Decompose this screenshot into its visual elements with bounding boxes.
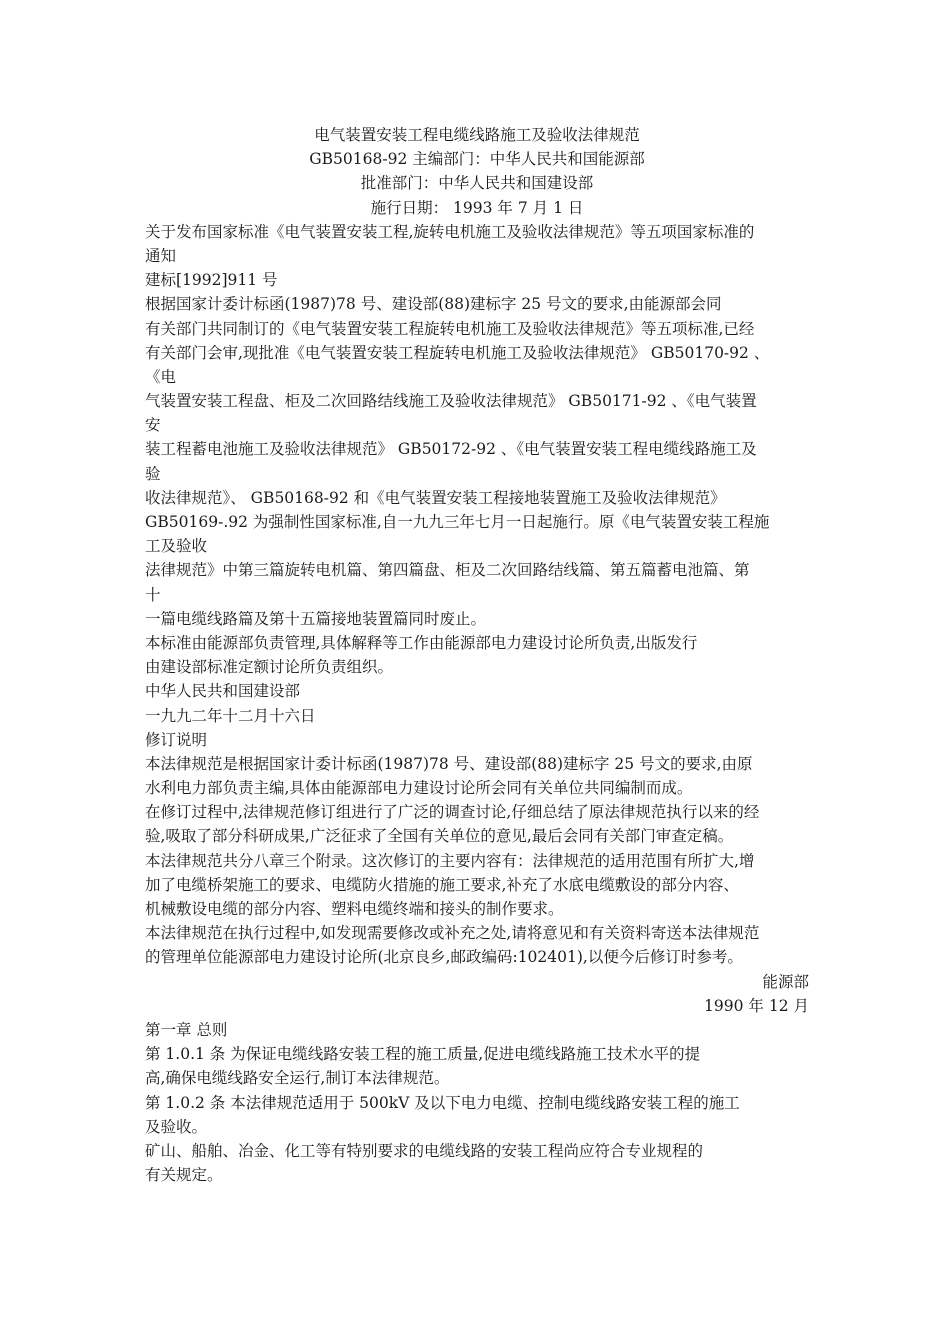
signature-date: 1990 年 12 月 [704, 996, 809, 1015]
text-line: 第 1.0.2 条 本法律规范适用于 500kV 及以下电力电缆、控制电缆线路安装工程的施工 [145, 1093, 740, 1112]
text-line: 一篇电缆线路篇及第十五篇接地装置篇同时废止。 [145, 609, 487, 628]
text-line: 有关规定。 [145, 1166, 223, 1185]
section-heading: 修订说明 [145, 730, 208, 749]
document-body [145, 123, 809, 1187]
document-header [145, 123, 809, 220]
document-title: 电气装置安装工程电缆线路施工及验收法律规范 [314, 126, 640, 144]
revision-section [145, 728, 809, 970]
text-line: 根据国家计委计标函(1987)78 号、建设部(88)建标字 25 号文的要求,由能源部会同 [145, 295, 722, 314]
issuer-name: 中华人民共和国建设部 [145, 682, 301, 701]
text-line: 第 1.0.1 条 为保证电缆线路安装工程的施工质量,促进电缆线路施工技术水平的提 [145, 1045, 701, 1064]
text-line: 气装置安装工程盘、柜及二次回路结线施工及验收法律规范》 GB50171-92 、《电气装置 [145, 392, 757, 411]
text-line: 及验收。 [145, 1117, 208, 1136]
text-line: 装工程蓄电池施工及验收法律规范》 GB50172-92 、《电气装置安装工程电缆线路施工及 [145, 440, 757, 459]
text-line: 的管理单位能源部电力建设讨论所(北京良乡,邮政编码:102401),以便今后修订时参考。 [145, 948, 743, 967]
text-line: 在修订过程中,法律规范修订组进行了广泛的调查讨论,仔细总结了原法律规范执行以来的经 [145, 803, 760, 822]
text-line: 关于发布国家标准《电气装置安装工程,旋转电机施工及验收法律规范》等五项国家标准的 [145, 222, 755, 241]
text-line: 本法律规范在执行过程中,如发现需要修改或补充之处,请将意见和有关资料寄送本法律规范 [145, 924, 760, 943]
text-line: 安 [145, 416, 161, 435]
text-line: 收法律规范》、 GB50168-92 和《电气装置安装工程接地装置施工及验收法律规范》 [145, 488, 726, 507]
text-line: 通知 [145, 246, 177, 265]
text-line: 加了电缆桥架施工的要求、电缆防火措施的施工要求,补充了水底电缆敷设的部分内容、 [145, 875, 739, 894]
text-line: 工及验收 [145, 537, 208, 556]
text-line: GB50169-.92 为强制性国家标准,自一九九三年七月一日起施行。原《电气装置安装工程施 [145, 513, 770, 531]
text-line: 水利电力部负责主编,具体由能源部电力建设讨论所会同有关单位共同编制而成。 [145, 779, 693, 798]
text-line: 十 [145, 585, 161, 604]
text-line: 建标[1992]911 号 [145, 271, 278, 290]
standard-number-editor: GB50168-92 主编部门：中华人民共和国能源部 [309, 150, 645, 169]
text-line: 矿山、船舶、冶金、化工等有特别要求的电缆线路的安装工程尚应符合专业规程的 [145, 1141, 704, 1160]
text-line: 高,确保电缆线路安全运行,制订本法律规范。 [145, 1069, 450, 1088]
signature-org: 能源部 [762, 972, 809, 991]
approval-department: 批准部门：中华人民共和国建设部 [360, 174, 594, 193]
chapter-section [145, 1018, 809, 1187]
text-line: 本标准由能源部负责管理,具体解释等工作由能源部电力建设讨论所负责,出版发行 [145, 633, 698, 652]
notice-section [145, 220, 809, 728]
text-line: 验 [145, 464, 161, 483]
issue-date: 一九九二年十二月十六日 [145, 706, 316, 725]
text-line: 法律规范》中第三篇旋转电机篇、第四篇盘、柜及二次回路结线篇、第五篇蓄电池篇、第 [145, 561, 750, 580]
text-line: 《电 [145, 367, 177, 386]
text-line: 本法律规范是根据国家计委计标函(1987)78 号、建设部(88)建标字 25 号文的要求,由原 [145, 754, 753, 773]
effective-date: 施行日期： 1993 年 7 月 1 日 [370, 198, 584, 217]
chapter-heading: 第一章 总则 [145, 1020, 228, 1039]
text-line: 验,吸取了部分科研成果,广泛征求了全国有关单位的意见,最后会同有关部门审查定稿。 [145, 827, 734, 846]
text-line: 有关部门共同制订的《电气装置安装工程旋转电机施工及验收法律规范》等五项标准,已经 [145, 319, 755, 338]
text-line: 机械敷设电缆的部分内容、塑料电缆终端和接头的制作要求。 [145, 900, 564, 918]
text-line: 本法律规范共分八章三个附录。这次修订的主要内容有：法律规范的适用范围有所扩大,增 [145, 851, 755, 870]
signature-block [145, 970, 809, 1018]
text-line: 有关部门会审,现批准《电气装置安装工程旋转电机施工及验收法律规范》 GB50170-92 、 [145, 343, 770, 362]
text-line: 由建设部标准定额讨论所负责组织。 [145, 658, 394, 677]
